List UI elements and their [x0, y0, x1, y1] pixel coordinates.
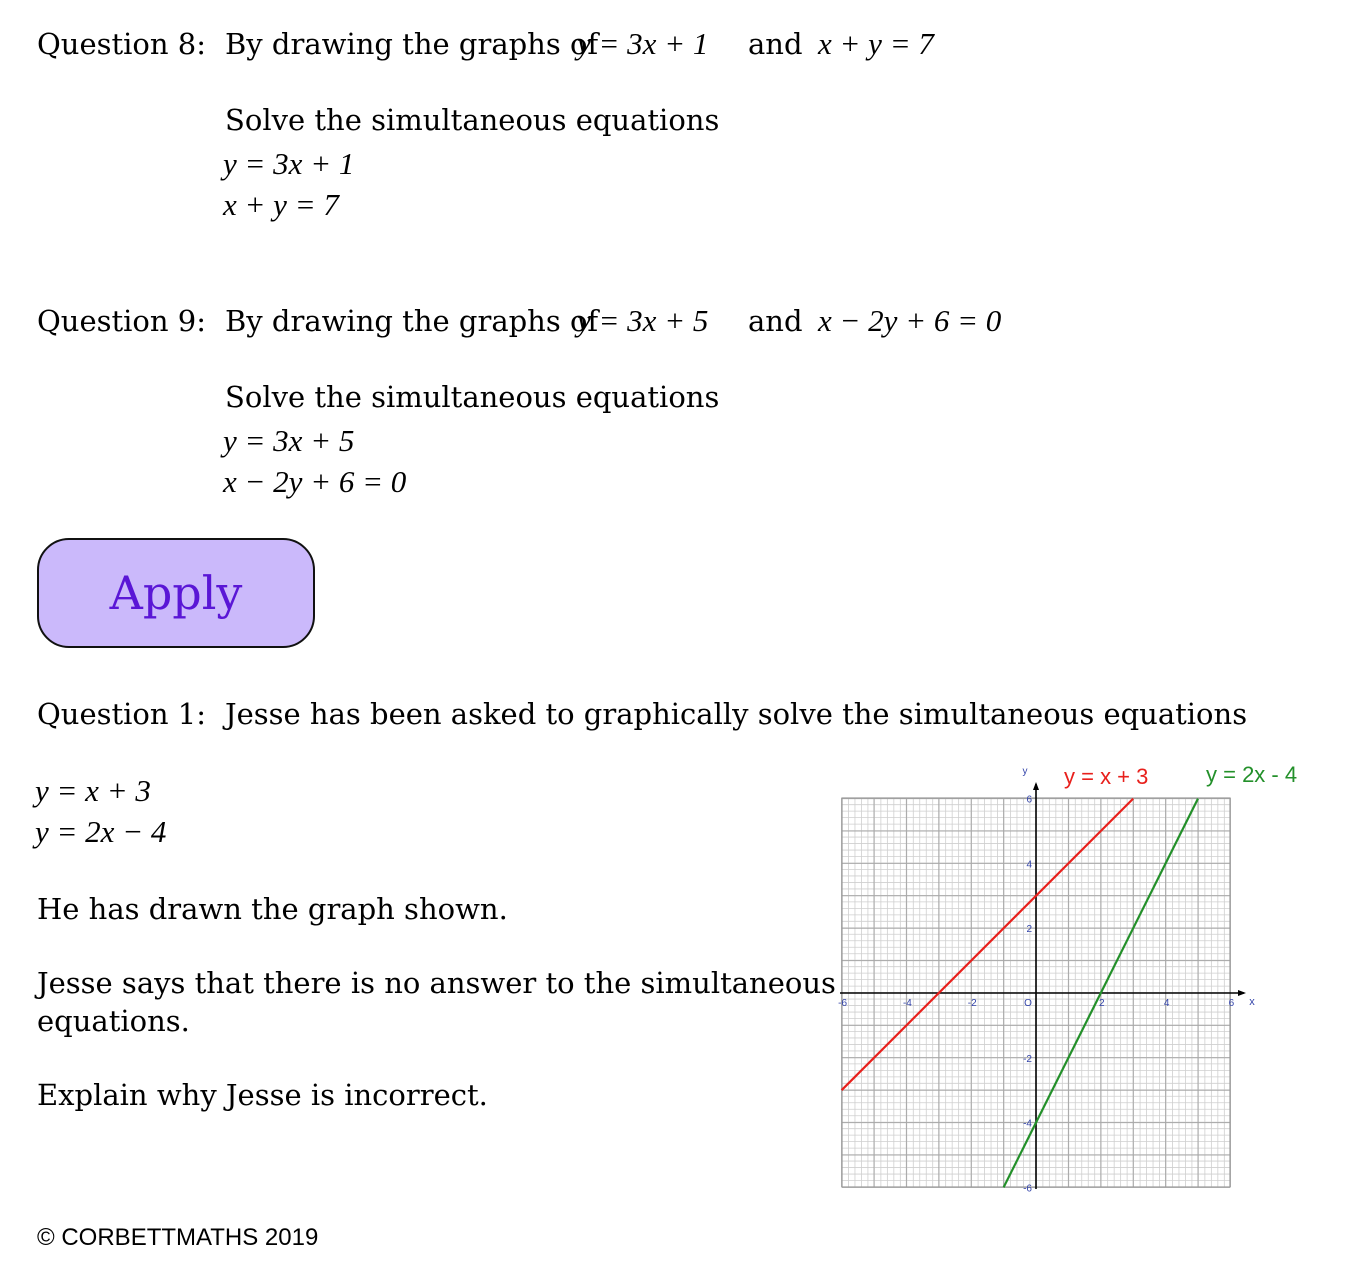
x-tick-label: 4	[1163, 998, 1170, 1009]
x-tick-label: 6	[1228, 998, 1235, 1009]
q1-equation-2: y = 2x − 4	[35, 814, 167, 849]
y-tick-label: 2	[1026, 924, 1032, 936]
x-tick-label: -2	[967, 998, 977, 1009]
q9-and: and	[748, 304, 803, 338]
q8-solve-text: Solve the simultaneous equations	[225, 103, 720, 137]
x-axis-arrow	[1238, 990, 1246, 996]
q1-drawn-text: He has drawn the graph shown.	[37, 892, 508, 926]
q8-equation-b: x + y = 7	[818, 26, 934, 61]
q1-explain-prompt: Explain why Jesse is incorrect.	[37, 1078, 488, 1112]
y-axis-label: y	[1022, 766, 1028, 777]
y-tick-label: 4	[1026, 859, 1032, 871]
graph-chart	[820, 755, 1320, 1195]
x-tick-label: -4	[902, 998, 912, 1009]
q9-equation-a: y = 3x + 5	[577, 303, 709, 338]
series-label: y = x + 3	[1064, 764, 1149, 789]
q1-equation-1: y = x + 3	[35, 773, 151, 808]
q9-system-line-1: y = 3x + 5	[223, 423, 355, 458]
q1-claim-line-1: Jesse says that there is no answer to the simultaneous	[37, 966, 836, 1000]
apply-button[interactable]: Apply	[37, 538, 315, 648]
q8-intro: By drawing the graphs of	[225, 27, 599, 61]
copyright-footer: © CORBETTMATHS 2019	[37, 1224, 319, 1251]
y-tick-label: 6	[1026, 794, 1032, 806]
x-tick-label: -6	[838, 998, 848, 1009]
q9-equation-b: x − 2y + 6 = 0	[818, 303, 1002, 338]
q8-equation-a: y = 3x + 1	[577, 26, 709, 61]
q8-and: and	[748, 27, 803, 61]
q8-system-line-1: y = 3x + 1	[223, 146, 355, 181]
q1-intro: Jesse has been asked to graphically solve the simultaneous equations	[225, 697, 1248, 731]
y-tick-label: -2	[1023, 1053, 1032, 1065]
q9-intro: By drawing the graphs of	[225, 304, 599, 338]
q8-system-line-2: x + y = 7	[223, 187, 339, 222]
q1-claim-line-2: equations.	[37, 1004, 190, 1038]
series-line	[842, 799, 1134, 1091]
origin-label: O	[1024, 998, 1032, 1009]
x-tick-label: 2	[1099, 998, 1105, 1009]
x-axis-label: x	[1249, 996, 1255, 1008]
y-tick-label: -4	[1023, 1118, 1032, 1130]
q9-label: Question 9:	[37, 304, 207, 338]
q8-label: Question 8:	[37, 27, 207, 61]
q9-system-line-2: x − 2y + 6 = 0	[223, 464, 407, 499]
series-label: y = 2x - 4	[1206, 762, 1298, 787]
y-axis-arrow	[1033, 782, 1039, 790]
y-tick-label: -6	[1023, 1183, 1032, 1195]
q9-solve-text: Solve the simultaneous equations	[225, 380, 720, 414]
chart-labels	[1064, 762, 1297, 789]
q1-label: Question 1:	[37, 697, 207, 731]
